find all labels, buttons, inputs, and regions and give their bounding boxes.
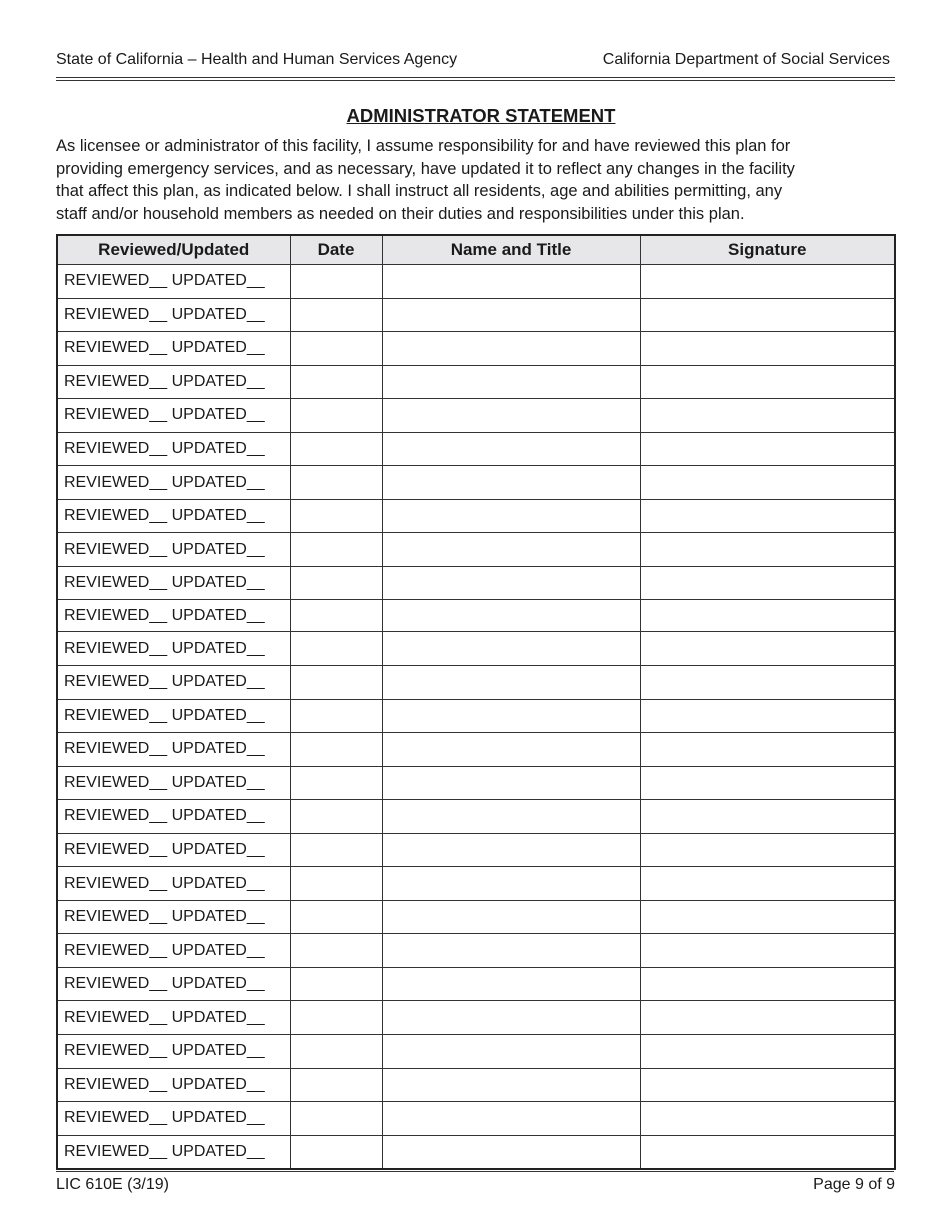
signature-cell[interactable] [640,600,895,632]
name-title-cell[interactable] [382,466,640,500]
statement-paragraph [56,135,901,225]
column-header-date: Date [290,235,382,265]
statement-line: staff and/or household members as needed on their duties and responsibilities under this plan. [56,204,745,223]
name-title-cell[interactable] [382,533,640,567]
column-header-reviewed-updated: Reviewed/Updated [57,235,290,265]
signature-cell[interactable] [640,298,895,332]
page-number: Page 9 of 9 [813,1176,895,1193]
date-cell[interactable] [290,1035,382,1069]
signature-cell[interactable] [640,733,895,767]
signature-cell[interactable] [640,499,895,533]
table-row [57,1035,895,1069]
reviewed-updated-cell[interactable]: REVIEWED__ UPDATED__ [57,1068,290,1102]
table-row [57,833,895,867]
name-title-cell[interactable] [382,1001,640,1035]
reviewed-updated-cell[interactable]: REVIEWED__ UPDATED__ [57,1035,290,1069]
name-title-cell[interactable] [382,1102,640,1136]
signature-cell[interactable] [640,1035,895,1069]
date-cell[interactable] [290,1068,382,1102]
reviewed-updated-cell[interactable]: REVIEWED__ UPDATED__ [57,432,290,466]
table-body [57,265,895,1170]
reviewed-updated-cell[interactable]: REVIEWED__ UPDATED__ [57,298,290,332]
table-row [57,265,895,299]
signature-cell[interactable] [640,432,895,466]
name-title-cell[interactable] [382,800,640,834]
reviewed-updated-cell[interactable]: REVIEWED__ UPDATED__ [57,265,290,299]
table-row [57,432,895,466]
date-cell[interactable] [290,566,382,600]
header-rule [56,77,895,78]
agency-name: State of California – Health and Human Services Agency [56,51,458,68]
name-title-cell[interactable] [382,699,640,733]
reviewed-updated-cell[interactable]: REVIEWED__ UPDATED__ [57,900,290,934]
reviewed-updated-cell[interactable]: REVIEWED__ UPDATED__ [57,833,290,867]
reviewed-updated-cell[interactable]: REVIEWED__ UPDATED__ [57,466,290,500]
name-title-cell[interactable] [382,867,640,901]
signature-cell[interactable] [640,399,895,433]
reviewed-updated-cell[interactable]: REVIEWED__ UPDATED__ [57,766,290,800]
date-cell[interactable] [290,432,382,466]
name-title-cell[interactable] [382,1068,640,1102]
signature-cell[interactable] [640,1135,895,1169]
department-name: California Department of Social Services [602,51,890,68]
name-title-cell[interactable] [382,298,640,332]
column-header-name-title: Name and Title [382,235,640,265]
date-cell[interactable] [290,699,382,733]
reviewed-updated-cell[interactable]: REVIEWED__ UPDATED__ [57,1001,290,1035]
date-cell[interactable] [290,365,382,399]
table-row [57,399,895,433]
table-row [57,867,895,901]
name-title-cell[interactable] [382,265,640,299]
table-row [57,632,895,666]
date-cell[interactable] [290,967,382,1001]
name-title-cell[interactable] [382,499,640,533]
signature-cell[interactable] [640,1001,895,1035]
signature-cell[interactable] [640,466,895,500]
table-row [57,533,895,567]
signature-cell[interactable] [640,1068,895,1102]
name-title-cell[interactable] [382,1035,640,1069]
signature-cell[interactable] [640,533,895,567]
table-row [57,666,895,700]
statement-line: providing emergency services, and as necessary, have updated it to reflect any changes in the facility [56,159,795,178]
name-title-cell[interactable] [382,1135,640,1169]
table-row [57,766,895,800]
date-cell[interactable] [290,800,382,834]
date-cell[interactable] [290,733,382,767]
reviewed-updated-cell[interactable]: REVIEWED__ UPDATED__ [57,1135,290,1169]
date-cell[interactable] [290,399,382,433]
date-cell[interactable] [290,867,382,901]
table-row [57,967,895,1001]
table-row [57,934,895,968]
name-title-cell[interactable] [382,733,640,767]
review-table [56,234,896,1170]
column-header-signature: Signature [640,235,895,265]
name-title-cell[interactable] [382,900,640,934]
signature-cell[interactable] [640,900,895,934]
table-row [57,332,895,366]
date-cell[interactable] [290,1102,382,1136]
name-title-cell[interactable] [382,365,640,399]
name-title-cell[interactable] [382,666,640,700]
table-row [57,499,895,533]
statement-line: As licensee or administrator of this facility, I assume responsibility for and have reviewed this plan for [56,137,791,155]
reviewed-updated-cell[interactable]: REVIEWED__ UPDATED__ [57,934,290,968]
signature-cell[interactable] [640,934,895,968]
reviewed-updated-cell[interactable]: REVIEWED__ UPDATED__ [57,600,290,632]
date-cell[interactable] [290,833,382,867]
date-cell[interactable] [290,332,382,366]
table-row [57,733,895,767]
signature-cell[interactable] [640,699,895,733]
date-cell[interactable] [290,766,382,800]
date-cell[interactable] [290,265,382,299]
form-id: LIC 610E (3/19) [56,1176,169,1193]
name-title-cell[interactable] [382,600,640,632]
reviewed-updated-cell[interactable]: REVIEWED__ UPDATED__ [57,800,290,834]
signature-cell[interactable] [640,332,895,366]
date-cell[interactable] [290,1135,382,1169]
date-cell[interactable] [290,533,382,567]
date-cell[interactable] [290,1001,382,1035]
name-title-cell[interactable] [382,967,640,1001]
reviewed-updated-cell[interactable]: REVIEWED__ UPDATED__ [57,867,290,901]
date-cell[interactable] [290,600,382,632]
name-title-cell[interactable] [382,632,640,666]
signature-cell[interactable] [640,766,895,800]
page-header [56,51,890,73]
signature-cell[interactable] [640,666,895,700]
signature-cell[interactable] [640,265,895,299]
footer-rule [56,1171,894,1172]
page-title: ADMINISTRATOR STATEMENT [346,105,616,126]
reviewed-updated-cell[interactable]: REVIEWED__ UPDATED__ [57,632,290,666]
date-cell[interactable] [290,466,382,500]
name-title-cell[interactable] [382,566,640,600]
reviewed-updated-cell[interactable]: REVIEWED__ UPDATED__ [57,332,290,366]
reviewed-updated-cell[interactable]: REVIEWED__ UPDATED__ [57,533,290,567]
reviewed-updated-cell[interactable]: REVIEWED__ UPDATED__ [57,1102,290,1136]
date-cell[interactable] [290,499,382,533]
table-row [57,699,895,733]
signature-cell[interactable] [640,566,895,600]
table-row [57,466,895,500]
signature-cell[interactable] [640,967,895,1001]
reviewed-updated-cell[interactable]: REVIEWED__ UPDATED__ [57,399,290,433]
table-row [57,900,895,934]
table-row [57,365,895,399]
reviewed-updated-cell[interactable]: REVIEWED__ UPDATED__ [57,699,290,733]
reviewed-updated-cell[interactable]: REVIEWED__ UPDATED__ [57,733,290,767]
table-row [57,566,895,600]
signature-cell[interactable] [640,632,895,666]
table-row [57,600,895,632]
reviewed-updated-cell[interactable]: REVIEWED__ UPDATED__ [57,666,290,700]
table-row [57,1135,895,1169]
statement-line: that affect this plan, as indicated below. I shall instruct all residents, age and abilities permitting, any [56,182,783,200]
signature-cell[interactable] [640,833,895,867]
table-row [57,1068,895,1102]
date-cell[interactable] [290,298,382,332]
name-title-cell[interactable] [382,833,640,867]
signature-cell[interactable] [640,800,895,834]
table-header-row [57,235,895,265]
reviewed-updated-cell[interactable]: REVIEWED__ UPDATED__ [57,967,290,1001]
name-title-cell[interactable] [382,332,640,366]
date-cell[interactable] [290,900,382,934]
signature-cell[interactable] [640,867,895,901]
date-cell[interactable] [290,934,382,968]
table-row [57,800,895,834]
reviewed-updated-cell[interactable]: REVIEWED__ UPDATED__ [57,566,290,600]
table-row [57,1001,895,1035]
name-title-cell[interactable] [382,399,640,433]
reviewed-updated-cell[interactable]: REVIEWED__ UPDATED__ [57,499,290,533]
name-title-cell[interactable] [382,934,640,968]
signature-cell[interactable] [640,365,895,399]
reviewed-updated-cell[interactable]: REVIEWED__ UPDATED__ [57,365,290,399]
table-row [57,1102,895,1136]
name-title-cell[interactable] [382,432,640,466]
date-cell[interactable] [290,666,382,700]
name-title-cell[interactable] [382,766,640,800]
date-cell[interactable] [290,632,382,666]
header-rule-double [56,80,895,81]
signature-cell[interactable] [640,1102,895,1136]
table-row [57,298,895,332]
